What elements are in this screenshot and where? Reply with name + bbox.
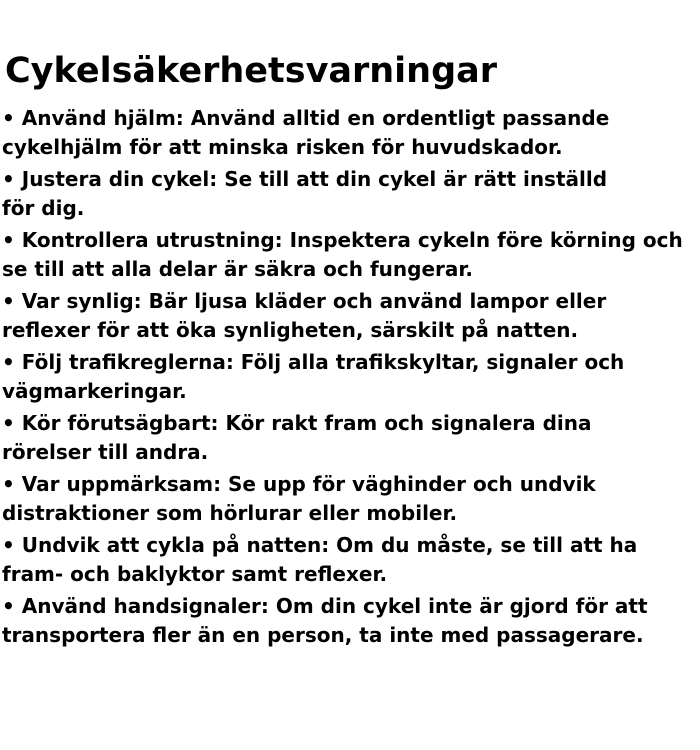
document-page — [0, 50, 700, 750]
bullet-line: rörelser till andra. — [2, 440, 209, 464]
bullet-line: • Var uppmärksam: Se upp för väghinder och undvik — [2, 472, 596, 496]
bullet-line: • Använd hjälm: Använd alltid en ordentligt passande — [2, 106, 610, 130]
bullet-line: • Justera din cykel: Se till att din cykel är rätt inställd — [2, 167, 608, 191]
bullet-item-use-hand-signals — [2, 592, 700, 650]
page-title: Cykelsäkerhetsvarningar — [5, 51, 498, 91]
bullet-line: • Kör förutsägbart: Kör rakt fram och signalera dina — [2, 411, 592, 435]
bullet-line: • Använd handsignaler: Om din cykel inte är gjord för att — [2, 594, 648, 618]
bullet-item-be-visible — [2, 287, 700, 345]
bullet-line: distraktioner som hörlurar eller mobiler. — [2, 501, 458, 525]
bullet-line: • Kontrollera utrustning: Inspektera cykeln före körning och — [2, 228, 683, 252]
bullet-line: • Undvik att cykla på natten: Om du måste, se till att ha — [2, 533, 638, 557]
bullet-line: • Var synlig: Bär ljusa kläder och använd lampor eller — [2, 289, 607, 313]
bullet-item-adjust-bike — [2, 165, 700, 223]
bullet-item-be-alert — [2, 470, 700, 528]
bullet-item-follow-traffic-rules — [2, 348, 700, 406]
bullet-item-ride-predictably — [2, 409, 700, 467]
bullet-line: se till att alla delar är säkra och fungerar. — [2, 257, 473, 281]
bullet-line: cykelhjälm för att minska risken för huvudskador. — [2, 135, 563, 159]
bullet-line: reflexer för att öka synligheten, särskilt på natten. — [2, 318, 579, 342]
bullet-item-check-equipment — [2, 226, 700, 284]
bullet-line: vägmarkeringar. — [2, 379, 187, 403]
bullet-line: • Följ trafikreglerna: Följ alla trafikskyltar, signaler och — [2, 350, 625, 374]
bullet-line: transportera fler än en person, ta inte med passagerare. — [2, 623, 644, 647]
bullet-line: för dig. — [2, 196, 85, 220]
bullet-item-use-helmet — [2, 104, 700, 162]
bullet-line: fram- och baklyktor samt reflexer. — [2, 562, 388, 586]
bullet-item-avoid-night-riding — [2, 531, 700, 589]
